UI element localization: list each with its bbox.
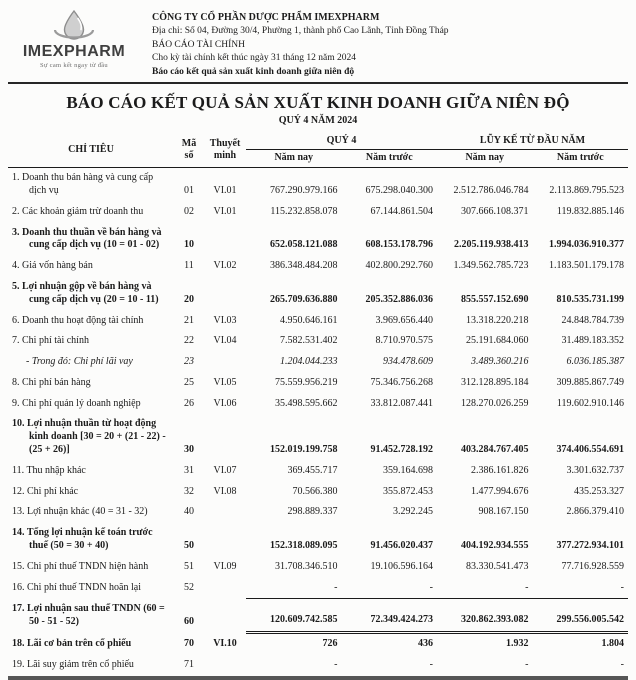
row-value-cell: 31.489.183.352 <box>561 335 624 347</box>
row-value-cell: 70.566.380 <box>292 485 338 497</box>
row-value-cell: 120.609.742.585 <box>246 599 342 633</box>
header-group-ytd: LŨY KẾ TỪ ĐẦU NĂM <box>437 133 628 149</box>
row-code-cell: 50 <box>184 540 194 552</box>
header-group-q4: QUÝ 4 <box>246 133 437 149</box>
row-value-cell: - <box>246 655 342 678</box>
row-code-cell: 30 <box>184 444 194 456</box>
table-row <box>8 331 628 352</box>
row-note-cell: VI.07 <box>213 464 237 476</box>
row-value-cell: 3.292.245 <box>393 506 433 518</box>
row-value-cell: 652.058.121.088 <box>270 239 338 251</box>
letterhead <box>8 7 628 84</box>
row-code-cell: 20 <box>184 293 194 305</box>
row-label-cell: 1. Doanh thu bán hàng và cung cấp dịch vụ <box>12 172 154 196</box>
row-value-cell: 119.602.910.146 <box>556 397 624 409</box>
row-label-cell: 3. Doanh thu thuần về bán hàng và cung cấp dịch vụ (10 = 01 - 02) <box>12 226 162 251</box>
row-code-cell: 21 <box>184 314 194 326</box>
row-value-cell: 403.284.767.405 <box>461 444 529 456</box>
row-value-cell: 675.298.040.300 <box>365 184 433 196</box>
table-row <box>8 557 628 578</box>
table-row <box>8 414 628 460</box>
header-code <box>174 133 204 168</box>
row-label-cell: 13. Lợi nhuận khác (40 = 31 - 32) <box>12 506 148 518</box>
header-ytd-current: Năm nay <box>437 149 533 168</box>
row-value-cell: 934.478.609 <box>383 356 433 368</box>
table-row <box>8 502 628 523</box>
row-label-cell: 6. Doanh thu hoạt động tài chính <box>12 314 144 326</box>
row-label-cell: 14. Tổng lợi nhuận kế toán trước thuế (50 = 30 + 40) <box>12 527 153 552</box>
row-note-cell: VI.09 <box>213 560 237 572</box>
row-value-cell: 908.167.150 <box>478 506 529 518</box>
row-note-cell <box>204 277 246 311</box>
row-value-cell: 152.019.199.758 <box>270 444 338 456</box>
report-type: BÁO CÁO TÀI CHÍNH <box>152 39 245 50</box>
header-code-line2: số <box>184 150 194 162</box>
report-name: Báo cáo kết quả sản xuất kinh doanh giữa niên độ <box>152 66 355 77</box>
row-value-cell: 128.270.026.259 <box>461 397 529 409</box>
row-value-cell: - <box>437 655 533 678</box>
table-row <box>8 461 628 482</box>
row-label-cell: 18. Lãi cơ bản trên cổ phiếu <box>12 638 132 650</box>
row-value-cell: 436 <box>418 638 433 650</box>
row-value-cell: 115.232.858.078 <box>270 205 338 217</box>
row-code-cell: 52 <box>184 582 194 594</box>
row-code-cell: 25 <box>184 376 194 388</box>
row-note-cell <box>204 523 246 557</box>
row-label-cell: 10. Lợi nhuận thuần từ hoạt động kinh doanh [30 = 20 + (21 - 22) - (25 + 26)] <box>12 418 166 456</box>
row-value-cell: 355.872.453 <box>383 485 433 497</box>
row-value-cell: 386.348.484.208 <box>270 260 338 272</box>
row-label-cell: 5. Lợi nhuận gộp về bán hàng và cung cấp dịch vụ (20 = 10 - 11) <box>12 280 159 305</box>
row-note-cell <box>204 352 246 373</box>
row-value-cell: 810.535.731.199 <box>556 293 624 305</box>
row-code-cell: 10 <box>184 239 194 251</box>
row-value-cell: 265.709.636.880 <box>270 293 338 305</box>
header-q4-current: Năm nay <box>246 149 342 168</box>
table-row <box>8 311 628 332</box>
row-value-cell: 3.301.632.737 <box>566 464 624 476</box>
row-value-cell: 3.489.360.216 <box>471 356 529 368</box>
row-value-cell: 31.708.346.510 <box>275 560 338 572</box>
row-value-cell: 435.253.327 <box>574 485 624 497</box>
row-note-cell: VI.04 <box>213 335 237 347</box>
row-value-cell: 3.969.656.440 <box>375 314 433 326</box>
row-label-cell: 2. Các khoản giảm trừ doanh thu <box>12 205 144 217</box>
row-value-cell: 2.512.786.046.784 <box>453 184 529 196</box>
row-code-cell: 60 <box>184 615 194 627</box>
row-code-cell: 02 <box>184 205 194 217</box>
row-label-cell: 9. Chi phí quản lý doanh nghiệp <box>12 397 141 409</box>
row-value-cell: 205.352.886.036 <box>365 293 433 305</box>
title-block <box>8 93 628 126</box>
row-value-cell: 374.406.554.691 <box>556 444 624 456</box>
fiscal-period: Cho kỳ tài chính kết thúc ngày 31 tháng 12 năm 2024 <box>152 53 356 64</box>
row-value-cell: 377.272.934.101 <box>556 540 624 552</box>
row-value-cell: 152.318.089.095 <box>270 540 338 552</box>
table-row <box>8 482 628 503</box>
row-value-cell: 767.290.979.166 <box>270 184 338 196</box>
row-value-cell: - <box>342 655 438 678</box>
water-drop-icon <box>51 10 97 43</box>
row-value-cell: 404.192.934.555 <box>461 540 529 552</box>
row-note-cell <box>204 223 246 257</box>
row-value-cell: 83.330.541.473 <box>466 560 529 572</box>
company-address: Địa chỉ: Số 04, Đường 30/4, Phường 1, thành phố Cao Lãnh, Tỉnh Đồng Tháp <box>152 26 449 37</box>
row-code-cell: 70 <box>184 638 194 650</box>
income-statement-table <box>8 133 628 680</box>
row-value-cell: 402.800.292.760 <box>365 260 433 272</box>
row-value-cell: 4.950.646.161 <box>280 314 338 326</box>
row-value-cell: 7.582.531.402 <box>280 335 338 347</box>
header-note-line2: minh <box>213 150 237 162</box>
row-value-cell: 2.205.119.938.413 <box>454 239 529 251</box>
row-value-cell: 608.153.178.796 <box>365 239 433 251</box>
header-note-line1: Thuyết <box>209 137 241 149</box>
table-row <box>8 599 628 633</box>
row-note-cell <box>204 599 246 633</box>
row-code-cell: 51 <box>184 560 194 572</box>
header-note <box>204 133 246 168</box>
row-value-cell: 6.036.185.387 <box>566 356 624 368</box>
company-logo <box>8 7 140 69</box>
row-value-cell: 72.349.424.273 <box>342 599 438 633</box>
row-value-cell: 75.346.756.268 <box>370 376 433 388</box>
table-row <box>8 223 628 257</box>
row-value-cell: 369.455.717 <box>287 464 338 476</box>
row-value-cell: 2.866.379.410 <box>566 506 624 518</box>
row-value-cell: - <box>533 655 629 678</box>
row-label-cell: 15. Chi phí thuế TNDN hiện hành <box>12 560 149 572</box>
row-code-cell: 71 <box>184 658 194 670</box>
row-value-cell: 1.183.501.179.178 <box>549 260 624 272</box>
table-row <box>8 633 628 655</box>
page-subtitle: QUÝ 4 NĂM 2024 <box>278 115 358 127</box>
row-value-cell: 1.349.562.785.723 <box>453 260 529 272</box>
table-header <box>8 133 628 168</box>
table-row <box>8 256 628 277</box>
row-note-cell: VI.08 <box>213 485 237 497</box>
row-code-cell: 23 <box>184 356 194 368</box>
row-value-cell: 67.144.861.504 <box>370 205 433 217</box>
table-row <box>8 168 628 202</box>
row-value-cell: 13.318.220.218 <box>466 314 529 326</box>
row-note-cell <box>204 502 246 523</box>
row-note-cell: VI.03 <box>213 314 237 326</box>
table-row <box>8 394 628 415</box>
row-code-cell: 32 <box>184 485 194 497</box>
row-value-cell: 307.666.108.371 <box>461 205 529 217</box>
row-code-cell: 26 <box>184 397 194 409</box>
table-row <box>8 277 628 311</box>
row-note-cell: VI.01 <box>213 184 237 196</box>
company-name: CÔNG TY CỔ PHẦN DƯỢC PHẨM IMEXPHARM <box>152 12 380 23</box>
table-row <box>8 655 628 678</box>
row-value-cell: 33.812.087.441 <box>370 397 433 409</box>
row-value-cell: 1.804 <box>601 638 624 650</box>
row-value-cell: 25.191.684.060 <box>466 335 529 347</box>
row-note-cell: VI.06 <box>213 397 237 409</box>
row-code-cell: 01 <box>184 184 194 196</box>
header-criteria: CHỈ TIÊU <box>8 133 174 168</box>
row-value-cell: 1.994.036.910.377 <box>549 239 624 251</box>
row-value-cell: 35.498.595.662 <box>275 397 338 409</box>
row-code-cell: 31 <box>184 464 194 476</box>
row-label-cell: 16. Chi phí thuế TNDN hoãn lại <box>12 582 141 594</box>
row-note-cell: VI.05 <box>213 376 237 388</box>
header-ytd-prior: Năm trước <box>533 149 629 168</box>
row-value-cell: 75.559.956.219 <box>275 376 338 388</box>
row-value-cell: 726 <box>322 638 338 650</box>
row-value-cell: - <box>246 578 342 599</box>
row-value-cell: 2.386.161.826 <box>471 464 529 476</box>
table-row <box>8 202 628 223</box>
row-value-cell: 359.164.698 <box>383 464 433 476</box>
row-note-cell: VI.02 <box>213 260 237 272</box>
row-value-cell: 1.932 <box>506 638 529 650</box>
row-value-cell: 77.716.928.559 <box>561 560 624 572</box>
row-label-cell: 4. Giá vốn hàng bán <box>12 260 93 272</box>
row-value-cell: 2.113.869.795.523 <box>549 184 624 196</box>
row-value-cell: - <box>437 578 533 599</box>
row-value-cell: 312.128.895.184 <box>461 376 529 388</box>
row-value-cell: 299.556.005.542 <box>533 599 629 633</box>
row-value-cell: 91.452.728.192 <box>370 444 433 456</box>
row-note-cell <box>204 414 246 460</box>
row-value-cell: 119.832.885.146 <box>556 205 624 217</box>
row-value-cell: 320.862.393.082 <box>437 599 533 633</box>
row-value-cell: 8.710.970.575 <box>375 335 433 347</box>
header-code-line1: Mã <box>181 137 197 149</box>
page-title: BÁO CÁO KẾT QUẢ SẢN XUẤT KINH DOANH GIỮA NIÊN ĐỘ <box>66 93 570 113</box>
row-note-cell: VI.01 <box>213 205 237 217</box>
row-value-cell: - <box>533 578 629 599</box>
row-value-cell: 309.885.867.749 <box>556 376 624 388</box>
row-code-cell: 11 <box>184 260 194 272</box>
row-label-cell: 17. Lợi nhuận sau thuế TNDN (60 = 50 - 51 - 52) <box>12 602 165 627</box>
table-row <box>8 578 628 599</box>
letterhead-text <box>140 7 628 79</box>
row-label-cell: 11. Thu nhập khác <box>12 464 86 476</box>
row-label-cell: 12. Chi phí khác <box>12 485 79 497</box>
row-value-cell: 1.204.044.233 <box>280 356 338 368</box>
table-row <box>8 373 628 394</box>
row-value-cell: 1.477.994.676 <box>471 485 529 497</box>
table-row <box>8 523 628 557</box>
row-note-cell <box>204 578 246 599</box>
row-note-cell <box>204 655 246 678</box>
brand-tagline: Sự cam kết ngay từ đầu <box>40 62 108 69</box>
row-value-cell: 24.848.784.739 <box>561 314 624 326</box>
row-value-cell: 855.557.152.690 <box>461 293 529 305</box>
row-label-cell: 8. Chi phí bán hàng <box>12 376 91 388</box>
row-value-cell: 91.456.020.437 <box>370 540 433 552</box>
row-label-cell: 19. Lãi suy giảm trên cổ phiếu <box>12 658 134 670</box>
row-note-cell: VI.10 <box>213 638 237 650</box>
row-code-cell: 40 <box>184 506 194 518</box>
row-label-cell: - Trong đó: Chi phí lãi vay <box>26 356 133 368</box>
row-value-cell: - <box>342 578 438 599</box>
row-value-cell: 298.889.337 <box>287 506 338 518</box>
brand-name: IMEXPHARM <box>22 43 126 60</box>
header-q4-prior: Năm trước <box>342 149 438 168</box>
row-label-cell: 7. Chi phí tài chính <box>12 335 89 347</box>
report-table-body <box>8 168 628 678</box>
row-code-cell: 22 <box>184 335 194 347</box>
row-value-cell: 19.106.596.164 <box>370 560 433 572</box>
table-row <box>8 352 628 373</box>
